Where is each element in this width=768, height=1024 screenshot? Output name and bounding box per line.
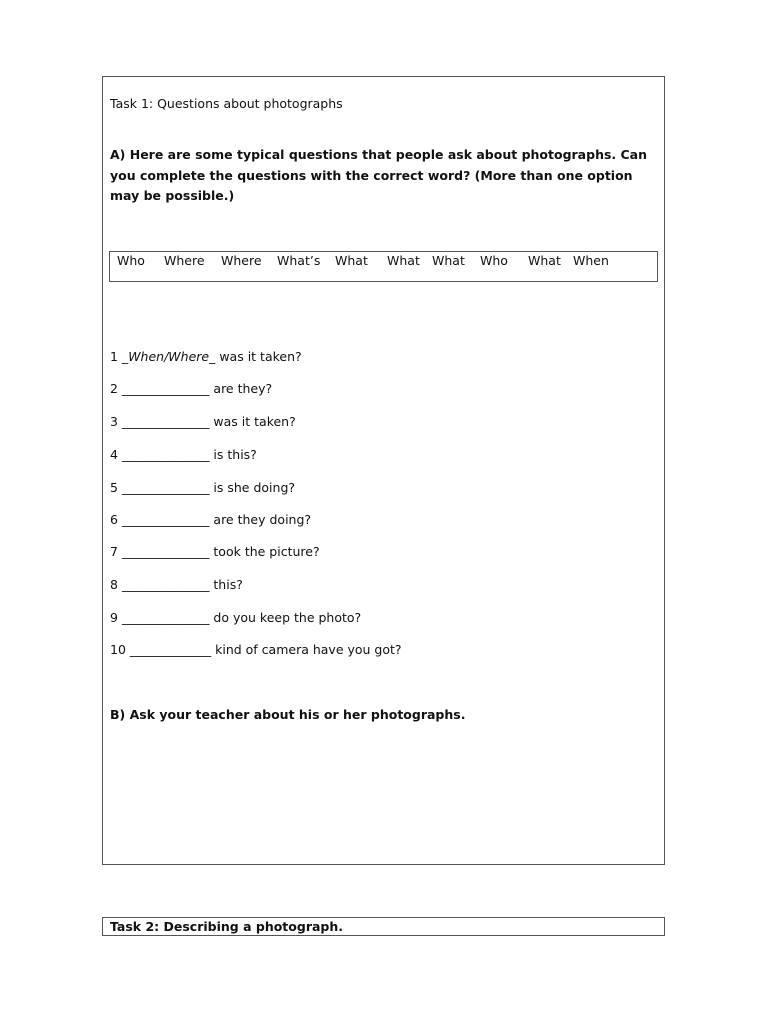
word-bank-item: What bbox=[432, 253, 465, 268]
question-text: this? bbox=[209, 577, 243, 592]
question-10 bbox=[110, 642, 402, 658]
question-number: 4 bbox=[110, 447, 118, 462]
question-text: took the picture? bbox=[209, 544, 320, 559]
word-bank-item: What bbox=[528, 253, 561, 268]
word-bank-item: What’s bbox=[277, 253, 321, 268]
question-text: was it taken? bbox=[209, 414, 296, 429]
question-3 bbox=[110, 414, 296, 430]
word-bank-item: What bbox=[335, 253, 368, 268]
question-1 bbox=[110, 349, 302, 365]
question-prefix: _ bbox=[117, 349, 129, 364]
word-bank-item: When bbox=[573, 253, 609, 268]
answer-blank: ______________ bbox=[121, 544, 210, 559]
question-text: kind of camera have you got? bbox=[211, 642, 402, 657]
question-number: 7 bbox=[110, 544, 118, 559]
word-bank-item: Where bbox=[164, 253, 205, 268]
task1-title: Task 1: Questions about photographs bbox=[110, 96, 343, 111]
question-7 bbox=[110, 544, 320, 560]
question-number: 6 bbox=[110, 512, 118, 527]
question-5 bbox=[110, 480, 295, 496]
question-9 bbox=[110, 610, 361, 626]
answer-blank: ______________ bbox=[121, 610, 210, 625]
question-number: 5 bbox=[110, 480, 118, 495]
part-a-instructions: A) Here are some typical questions that people ask about photographs. Can you complete the questions with the correct word? (More than one option may be possible.) bbox=[110, 147, 648, 203]
question-text: _ was it taken? bbox=[209, 349, 302, 364]
word-bank-item: Who bbox=[480, 253, 508, 268]
question-text: are they doing? bbox=[209, 512, 312, 527]
question-2 bbox=[110, 381, 272, 397]
word-bank-item: Who bbox=[117, 253, 145, 268]
task2-title: Task 2: Describing a photograph. bbox=[110, 919, 344, 934]
question-6 bbox=[110, 512, 311, 528]
answer-blank: ______________ bbox=[121, 480, 210, 495]
question-number: 9 bbox=[110, 610, 118, 625]
part-b-instructions: B) Ask your teacher about his or her photographs. bbox=[110, 707, 466, 722]
question-number: 8 bbox=[110, 577, 118, 592]
question-number: 2 bbox=[110, 381, 118, 396]
question-number: 3 bbox=[110, 414, 118, 429]
answer-blank: ______________ bbox=[121, 447, 210, 462]
question-text: do you keep the photo? bbox=[209, 610, 362, 625]
question-text: is she doing? bbox=[209, 480, 296, 495]
answer-blank: ______________ bbox=[121, 512, 210, 527]
question-text: are they? bbox=[209, 381, 273, 396]
question-answer: When/Where bbox=[128, 349, 210, 364]
question-text: is this? bbox=[209, 447, 257, 462]
answer-blank: _____________ bbox=[129, 642, 212, 657]
question-8 bbox=[110, 577, 243, 593]
question-number: 10 bbox=[110, 642, 126, 657]
word-bank-item: What bbox=[387, 253, 420, 268]
answer-blank: ______________ bbox=[121, 381, 210, 396]
question-number: 1 bbox=[110, 349, 118, 364]
answer-blank: ______________ bbox=[121, 577, 210, 592]
word-bank-item: Where bbox=[221, 253, 262, 268]
question-4 bbox=[110, 447, 257, 463]
answer-blank: ______________ bbox=[121, 414, 210, 429]
